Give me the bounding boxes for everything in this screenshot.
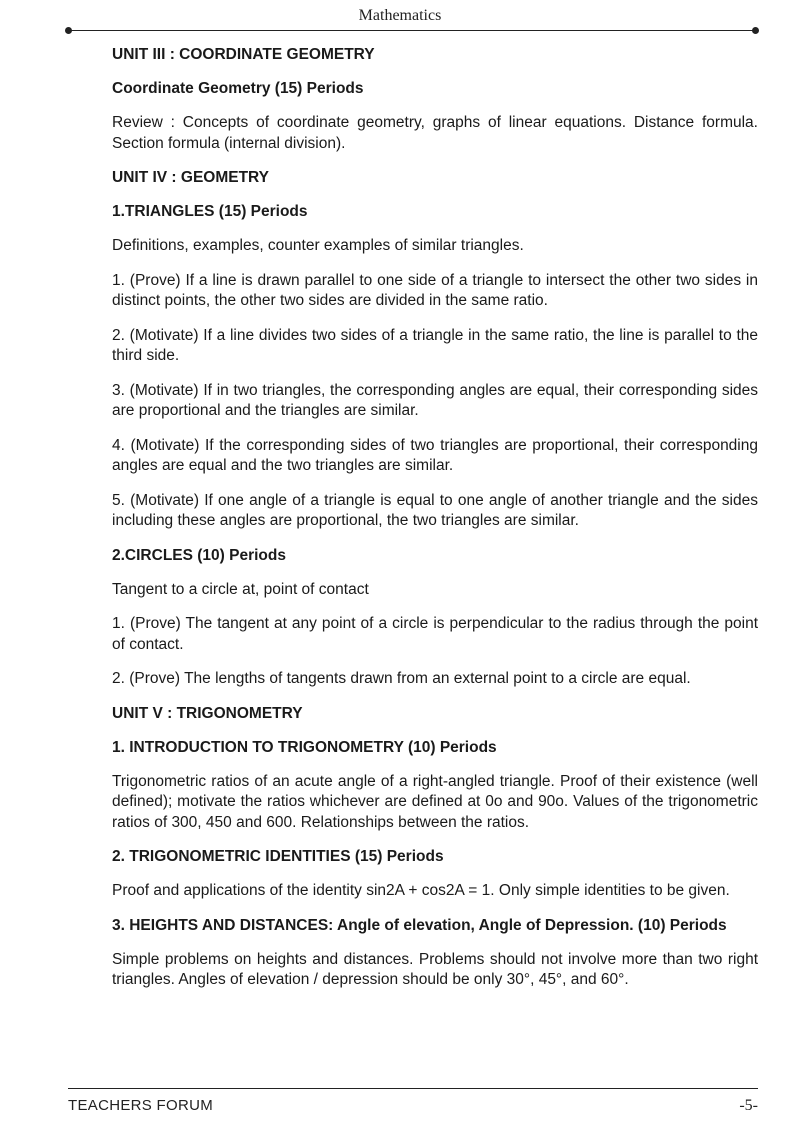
unit-4-heading: UNIT IV : GEOMETRY bbox=[112, 169, 270, 186]
trig-identities-heading: 2. TRIGONOMETRIC IDENTITIES (15) Periods bbox=[112, 848, 444, 865]
page-body bbox=[112, 45, 758, 1005]
triangles-item-2: 2. (Motivate) If a line divides two sides of a triangle in the same ratio, the line is parallel to the third side. bbox=[112, 326, 758, 364]
footer-publication: TEACHERS FORUM bbox=[68, 1097, 214, 1114]
trig-identities-text: Proof and applications of the identity sin2A + cos2A = 1. Only simple identities to be given. bbox=[112, 882, 730, 899]
unit-3-heading: UNIT III : COORDINATE GEOMETRY bbox=[112, 46, 375, 63]
circles-intro: Tangent to a circle at, point of contact bbox=[112, 580, 369, 598]
header-rule bbox=[68, 30, 756, 31]
triangles-item-5: 5. (Motivate) If one angle of a triangle is equal to one angle of another triangle and the sides including these angles are proportional, the two triangles are similar. bbox=[112, 491, 758, 529]
coordinate-geometry-text: Review : Concepts of coordinate geometry, graphs of linear equations. Distance formula. Section formula (internal division). bbox=[112, 114, 758, 152]
header-rule-dot-right bbox=[752, 27, 759, 34]
footer-rule bbox=[68, 1088, 758, 1089]
unit-5-heading: UNIT V : TRIGONOMETRY bbox=[112, 704, 303, 722]
trig-intro-heading: 1. INTRODUCTION TO TRIGONOMETRY (10) Periods bbox=[112, 738, 497, 756]
heights-distances-heading: 3. HEIGHTS AND DISTANCES: Angle of elevation, Angle of Depression. (10) Periods bbox=[112, 916, 727, 934]
page-header-title: Mathematics bbox=[358, 7, 442, 24]
circles-item-1: 1. (Prove) The tangent at any point of a circle is perpendicular to the radius through the point of contact. bbox=[112, 615, 758, 653]
circles-heading: 2.CIRCLES (10) Periods bbox=[112, 546, 286, 564]
triangles-item-4: 4. (Motivate) If the corresponding sides of two triangles are proportional, their corresponding angles are equal and the two triangles are similar. bbox=[112, 436, 758, 474]
trig-intro-text: Trigonometric ratios of an acute angle of a right-angled triangle. Proof of their existence (well defined); motivate the ratios whichever are defined at 0o and 90o. Values of the trigonometric ratios of 300, 450 and 600. Relationships between the ratios. bbox=[112, 772, 758, 831]
circles-item-2: 2. (Prove) The lengths of tangents drawn from an external point to a circle are equal. bbox=[112, 670, 691, 687]
triangles-intro: Definitions, examples, counter examples of similar triangles. bbox=[112, 237, 524, 254]
triangles-item-1: 1. (Prove) If a line is drawn parallel to one side of a triangle to intersect the other two sides in distinct points, the other two sides are divided in the same ratio. bbox=[112, 271, 758, 309]
page-number: -5- bbox=[739, 1097, 758, 1114]
triangles-heading: 1.TRIANGLES (15) Periods bbox=[112, 203, 308, 220]
triangles-item-3: 3. (Motivate) If in two triangles, the corresponding angles are equal, their corresponding sides are proportional and the triangles are similar. bbox=[112, 381, 758, 419]
coordinate-geometry-heading: Coordinate Geometry (15) Periods bbox=[112, 80, 364, 97]
heights-distances-text: Simple problems on heights and distances. Problems should not involve more than two right triangles. Angles of elevation / depression should be only 30°, 45°, and 60°. bbox=[112, 950, 758, 988]
